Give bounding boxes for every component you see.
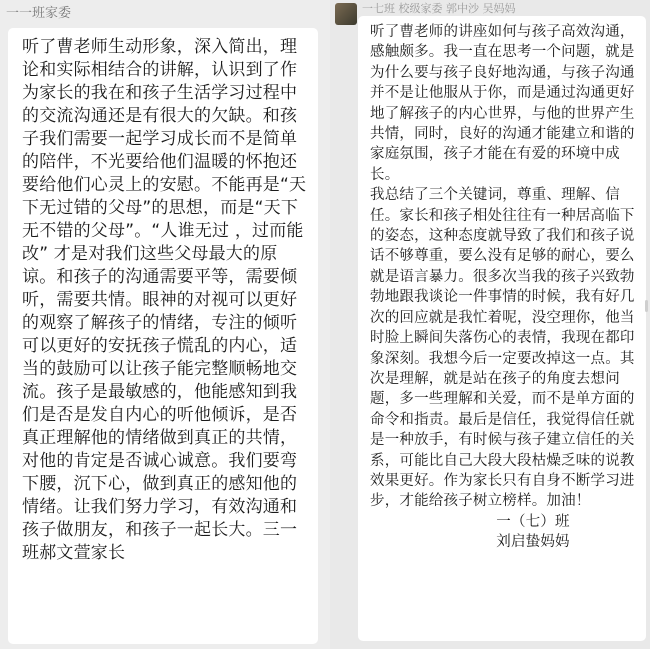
- message-paragraph-2: 我总结了三个关键词，尊重、理解、信任。家长和孩子相处往往有一种居高临下的姿态，这种态度就导致了我们和孩子说话不够尊重，要么没有足够的耐心，要么就是语言暴力。很多次当我的孩子兴致勃勃地跟我谈论一件事情的时候，我有好几次的回应就是我忙着呢，没空理你，他当时脸上瞬间失落伤心的表情，我现在都印象深刻。我想今后一定要改掉这一点。其次是理解，就是站在孩子的角度去想问题，多一些理解和关爱，而不是单方面的命令和指责。最后是信任，我觉得信任就是一种放手，有时候与孩子建立信任的关系，可能比自己大段大段枯燥乏味的说教效果更好。作为家长只有自身不断学习进步，才能给孩子树立榜样。加油！: [370, 187, 635, 510]
- signature-class: 一（七）班: [496, 513, 570, 530]
- scrollbar[interactable]: [645, 300, 648, 312]
- right-chat-panel: [330, 0, 650, 649]
- avatar[interactable]: [335, 3, 357, 25]
- message-bubble[interactable]: [358, 16, 646, 641]
- message-bubble[interactable]: [8, 28, 318, 644]
- signature-name: 刘启蛰妈妈: [496, 534, 570, 551]
- message-text: 听了曹老师生动形象，深入简出，理论和实际相结合的讲解，认识到了作为家长的我在和孩子生活学习过程中的交流沟通还是有很大的欠缺。和孩子我们需要一起学习成长而不是简单的陪伴，不光要给他们温暖的怀抱还要给他们心灵上的安慰。不能再是“天下无过错的父母”的思想，而是“天下无不错的父母”。“人谁无过 ，过而能改” 才是对我们这些父母最大的原谅。和孩子的沟通需要平等，需要倾听，需要共情。眼神的对视可以更好的观察了解孩子的情绪，专注的倾听可以更好的安抚孩子慌乱的内心，适当的鼓励可以让孩子能完整顺畅地交流。孩子是最敏感的，他能感知到我们是否是发自内心的听他倾诉，是否真正理解他的情绪做到真正的共情，对他的肯定是否诚心诚意。我们要弯下腰，沉下心，做到真正的感知他的情绪。让我们努力学习，有效沟通和孩子做朋友，和孩子一起长大。三一班郝文萱家长: [22, 37, 307, 563]
- message-paragraph-1: 听了曹老师的讲座如何与孩子高效沟通，感触颇多。我一直在思考一个问题，就是为什么要与孩子良好地沟通，与孩子沟通并不是让他服从于你，而是通过沟通更好地了解孩子的内心世界，与他的世界产生共情，同时，良好的沟通才能建立和谐的家庭氛围，孩子才能在有爱的环境中成长。: [370, 24, 635, 183]
- sender-name: 一一班家委: [6, 6, 72, 21]
- sender-name: 一七班 校级家委 郭中沙 吴妈妈: [362, 2, 516, 15]
